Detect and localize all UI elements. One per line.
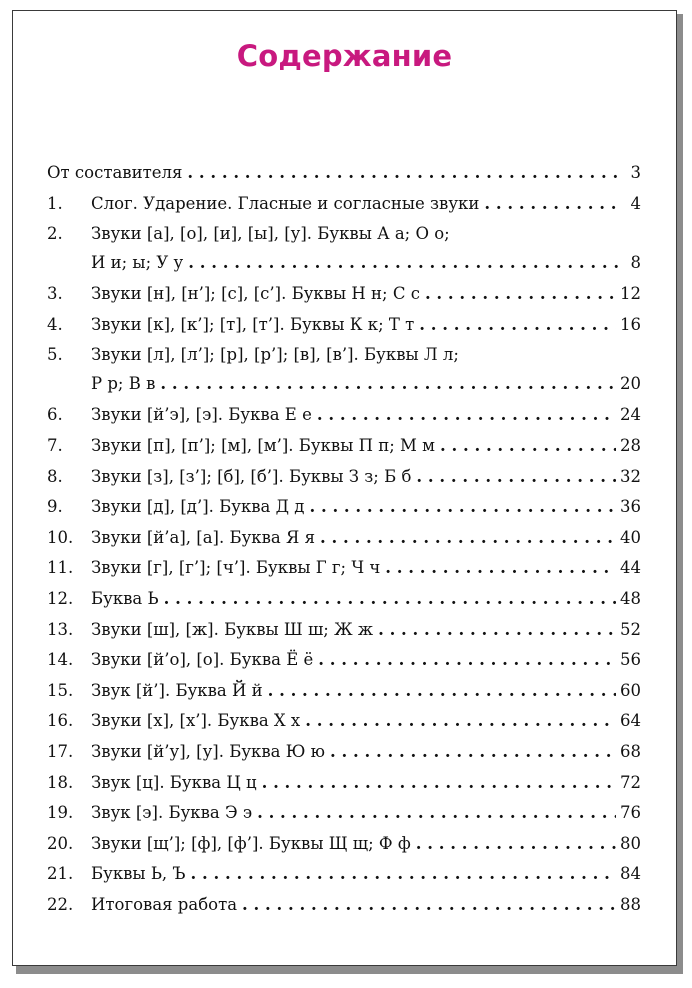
- dot-leader: [191, 864, 616, 883]
- dot-leader: [416, 467, 616, 486]
- toc-page-number: 4: [630, 193, 641, 213]
- toc-entry-number: 5.: [47, 345, 63, 365]
- toc-entry[interactable]: [47, 895, 641, 926]
- toc-entry-text: Буквы Ь, Ъ: [91, 864, 186, 884]
- toc-entry-text: Звук [й’]. Буква Й й: [91, 680, 263, 700]
- toc-entry-number: 16.: [47, 711, 74, 731]
- toc-entry-text: Звуки [й’а], [а]. Буква Я я: [91, 527, 315, 547]
- toc-entry[interactable]: [47, 467, 641, 498]
- toc-entry-text: Звук [э]. Буква Э э: [91, 803, 253, 823]
- dot-leader: [188, 253, 619, 272]
- toc-page-number: 76: [620, 803, 641, 823]
- toc-entry-text: Звуки [з], [з’]; [б], [б’]. Буквы З з; Б б: [91, 466, 412, 486]
- toc-entry-number: 17.: [47, 741, 74, 761]
- toc-entry-number: 18.: [47, 772, 74, 792]
- toc-page-number: 56: [620, 650, 641, 670]
- toc-entry[interactable]: [47, 528, 641, 559]
- toc-entry[interactable]: [47, 834, 641, 865]
- toc-entry[interactable]: [47, 803, 641, 834]
- toc-entry-text: Буква Ь: [91, 588, 159, 608]
- toc-entry-text: Звуки [д], [д’]. Буква Д д: [91, 497, 305, 517]
- toc-entry-number: 2.: [47, 224, 63, 244]
- dot-leader: [164, 589, 616, 608]
- toc-page-number: 48: [620, 588, 641, 608]
- toc-entry[interactable]: [47, 558, 641, 589]
- toc-entry-intro[interactable]: [47, 163, 641, 194]
- toc-page-number: 24: [620, 405, 641, 425]
- table-of-contents: [47, 163, 641, 925]
- dot-leader: [187, 163, 619, 182]
- dot-leader: [257, 803, 616, 822]
- toc-entry-number: 13.: [47, 619, 74, 639]
- dot-leader: [318, 650, 616, 669]
- toc-entry-text: Звуки [а], [о], [и], [ы], [у]. Буквы А а; О о;: [91, 224, 450, 244]
- toc-entry[interactable]: [47, 194, 641, 225]
- toc-page-number: 16: [620, 314, 641, 334]
- toc-entry-number: 12.: [47, 588, 74, 608]
- toc-entry-text: Звуки [ш], [ж]. Буквы Ш ш; Ж ж: [91, 619, 374, 639]
- dot-leader: [317, 405, 616, 424]
- toc-entry[interactable]: [47, 711, 641, 742]
- toc-entry-number: 14.: [47, 650, 74, 670]
- toc-entry[interactable]: [47, 650, 641, 681]
- toc-entry[interactable]: [47, 405, 641, 436]
- toc-entry-text: Звуки [й’о], [о]. Буква Ё ё: [91, 650, 314, 670]
- toc-entry[interactable]: [47, 284, 641, 315]
- toc-entry-number: 10.: [47, 527, 74, 547]
- toc-entry-text: Итоговая работа: [91, 894, 238, 914]
- toc-entry-number: 21.: [47, 864, 74, 884]
- toc-entry-number: 22.: [47, 894, 74, 914]
- toc-entry-text: Звуки [п], [п’]; [м], [м’]. Буквы П п; М м: [91, 435, 435, 455]
- toc-page-number: 52: [620, 619, 641, 639]
- dot-leader: [416, 834, 616, 853]
- toc-entry-number: 1.: [47, 193, 63, 213]
- document-page: [12, 10, 677, 966]
- toc-entry[interactable]: [47, 681, 641, 712]
- toc-page-number: 72: [620, 772, 641, 792]
- toc-page-number: 3: [630, 163, 641, 182]
- toc-entry[interactable]: [47, 620, 641, 651]
- toc-page-number: 64: [620, 711, 641, 731]
- toc-entry-number: 3.: [47, 284, 63, 304]
- toc-entry-text: Звуки [й’у], [у]. Буква Ю ю: [91, 741, 326, 761]
- toc-entry-number: 6.: [47, 405, 63, 425]
- toc-entry-text: Звук [ц]. Буква Ц ц: [91, 772, 257, 792]
- dot-leader: [425, 284, 616, 303]
- toc-entry-number: 4.: [47, 314, 63, 334]
- dot-leader: [242, 895, 616, 914]
- toc-entry[interactable]: [47, 224, 641, 284]
- dot-leader: [378, 620, 616, 639]
- toc-entry-text: Звуки [щ’]; [ф], [ф’]. Буквы Щ щ; Ф ф: [91, 833, 411, 853]
- toc-entry-text: Звуки [л], [л’]; [р], [р’]; [в], [в’]. Буквы Л л;: [91, 345, 459, 365]
- toc-entry[interactable]: [47, 589, 641, 620]
- toc-entry-text: Звуки [к], [к’]; [т], [т’]. Буквы К к; Т т: [91, 314, 415, 334]
- dot-leader: [330, 742, 616, 761]
- toc-page-number: 88: [620, 894, 641, 914]
- dot-leader: [160, 374, 616, 393]
- toc-entry[interactable]: [47, 742, 641, 773]
- dot-leader: [484, 194, 619, 213]
- toc-entry[interactable]: [47, 497, 641, 528]
- toc-page-number: 68: [620, 741, 641, 761]
- toc-entry-number: 19.: [47, 803, 74, 823]
- toc-entry-number: 15.: [47, 680, 74, 700]
- toc-entry-number: 7.: [47, 435, 63, 455]
- dot-leader: [419, 315, 616, 334]
- toc-entry-text: От составителя: [47, 163, 183, 182]
- toc-entries: [47, 194, 641, 926]
- toc-entry-text: Звуки [н], [н’]; [с], [с’]. Буквы Н н; С с: [91, 284, 420, 304]
- toc-entry-text-continued: И и; ы; У у: [91, 253, 184, 273]
- toc-entry-text: Звуки [г], [г’]; [ч’]. Буквы Г г; Ч ч: [91, 558, 381, 578]
- toc-entry-number: 11.: [47, 558, 74, 578]
- toc-page-number: 20: [620, 374, 641, 394]
- dot-leader: [385, 558, 616, 577]
- toc-page-number: 12: [620, 284, 641, 304]
- toc-entry-text: Слог. Ударение. Гласные и согласные звуки: [91, 193, 480, 213]
- toc-entry[interactable]: [47, 864, 641, 895]
- toc-page-number: 36: [620, 497, 641, 517]
- toc-entry-text: Звуки [й’э], [э]. Буква Е е: [91, 405, 312, 425]
- toc-entry-number: 20.: [47, 833, 74, 853]
- toc-page-number: 28: [620, 435, 641, 455]
- dot-leader: [262, 773, 616, 792]
- toc-entry-text: Звуки [х], [х’]. Буква Х х: [91, 711, 301, 731]
- toc-entry[interactable]: [47, 773, 641, 804]
- toc-page-number: 60: [620, 680, 641, 700]
- dot-leader: [320, 528, 616, 547]
- toc-page-number: 40: [620, 527, 641, 547]
- dot-leader: [268, 681, 616, 700]
- toc-page-number: 80: [620, 833, 641, 853]
- dot-leader: [440, 436, 616, 455]
- dot-leader: [305, 711, 616, 730]
- page-title: Содержание: [236, 39, 453, 73]
- toc-entry[interactable]: [47, 436, 641, 467]
- toc-page-number: 8: [630, 253, 641, 273]
- dot-leader: [309, 497, 616, 516]
- toc-page-number: 84: [620, 864, 641, 884]
- toc-entry[interactable]: [47, 345, 641, 405]
- toc-page-number: 44: [620, 558, 641, 578]
- toc-entry-number: 8.: [47, 466, 63, 486]
- toc-entry-text-continued: Р р; В в: [91, 374, 156, 394]
- toc-page-number: 32: [620, 466, 641, 486]
- toc-entry-number: 9.: [47, 497, 63, 517]
- toc-entry[interactable]: [47, 315, 641, 346]
